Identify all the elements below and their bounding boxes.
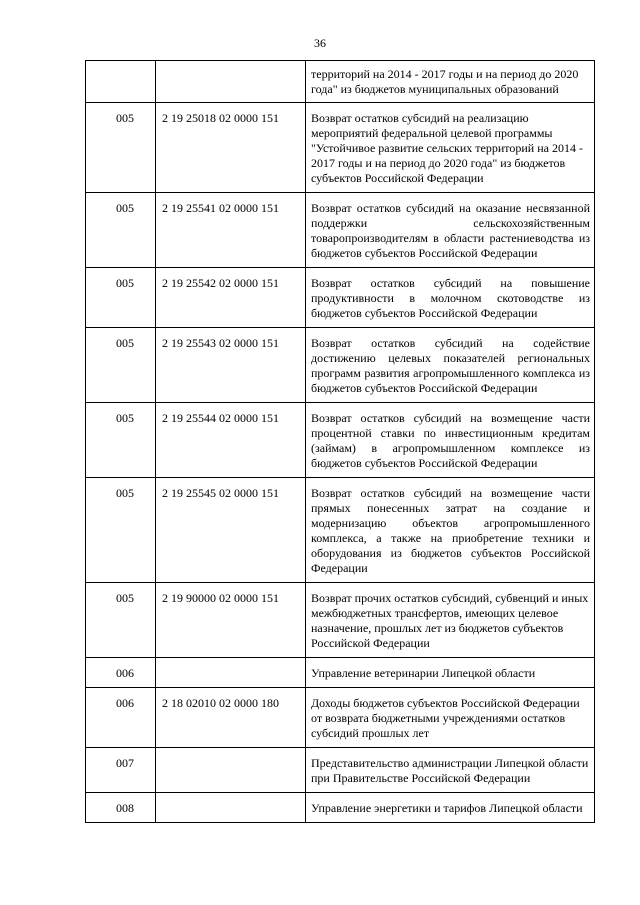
table-row xyxy=(86,268,595,328)
table-row xyxy=(86,61,595,103)
revenue-name-cell: Доходы бюджетов субъектов Российской Федерации от возврата бюджетными учреждениями остатков субсидий прошлых лет xyxy=(306,688,595,748)
kbk-code-cell xyxy=(156,658,306,688)
revenue-name-cell: Возврат остатков субсидий на возмещение части процентной ставки по инвестиционным кредитам (займам) в агропромышленном комплексе из бюджетов субъектов Российской Федерации xyxy=(306,403,595,478)
admin-code-cell: 005 xyxy=(86,328,156,403)
admin-code-cell: 005 xyxy=(86,403,156,478)
kbk-code-cell: 2 19 25542 02 0000 151 xyxy=(156,268,306,328)
kbk-code-cell: 2 19 90000 02 0000 151 xyxy=(156,583,306,658)
admin-code-cell: 005 xyxy=(86,478,156,583)
table-row xyxy=(86,748,595,793)
kbk-code-cell xyxy=(156,748,306,793)
table-row xyxy=(86,688,595,748)
revenue-name-cell: Управление энергетики и тарифов Липецкой области xyxy=(306,793,595,823)
admin-code-cell: 005 xyxy=(86,103,156,193)
revenue-name-cell: Возврат прочих остатков субсидий, субвенций и иных межбюджетных трансфертов, имеющих целевое назначение, прошлых лет из бюджетов субъектов Российской Федерации xyxy=(306,583,595,658)
revenue-name-cell: Возврат остатков субсидий на возмещение части прямых понесенных затрат на создание и модернизацию объектов агропромышленного комплекса, а также на приобретение техники и оборудования из бюджетов субъектов Российской Федерации xyxy=(306,478,595,583)
table-row xyxy=(86,328,595,403)
table-row xyxy=(86,658,595,688)
admin-code-cell: 005 xyxy=(86,268,156,328)
table-row xyxy=(86,193,595,268)
kbk-code-cell: 2 19 25541 02 0000 151 xyxy=(156,193,306,268)
admin-code-cell: 005 xyxy=(86,193,156,268)
table-row xyxy=(86,583,595,658)
page-number: 36 xyxy=(314,36,326,50)
admin-code-cell: 005 xyxy=(86,583,156,658)
revenue-name-cell: Возврат остатков субсидий на содействие достижению целевых показателей региональных программ развития агропромышленного комплекса из бюджетов субъектов Российской Федерации xyxy=(306,328,595,403)
table-row xyxy=(86,478,595,583)
admin-code-cell: 006 xyxy=(86,658,156,688)
kbk-code-cell: 2 19 25543 02 0000 151 xyxy=(156,328,306,403)
revenue-name-cell: Возврат остатков субсидий на повышение продуктивности в молочном скотоводстве из бюджетов субъектов Российской Федерации xyxy=(306,268,595,328)
revenue-name-cell: Возврат остатков субсидий на реализацию мероприятий федеральной целевой программы "Устойчивое развитие сельских территорий на 2014 - 2017 годы и на период до 2020 года" из бюджетов субъектов Российской Федерации xyxy=(306,103,595,193)
kbk-code-cell: 2 19 25544 02 0000 151 xyxy=(156,403,306,478)
kbk-code-cell xyxy=(156,61,306,103)
revenue-name-cell: Представительство администрации Липецкой области при Правительстве Российской Федерации xyxy=(306,748,595,793)
revenue-name-cell: Управление ветеринарии Липецкой области xyxy=(306,658,595,688)
admin-code-cell: 007 xyxy=(86,748,156,793)
revenue-name-cell: территорий на 2014 - 2017 годы и на период до 2020 года" из бюджетов муниципальных образований xyxy=(306,61,595,103)
revenue-codes-table xyxy=(85,60,595,823)
admin-code-cell: 008 xyxy=(86,793,156,823)
table-row xyxy=(86,403,595,478)
revenue-name-cell: Возврат остатков субсидий на оказание несвязанной поддержки сельскохозяйственным товаропроизводителям в области растениеводства из бюджетов субъектов Российской Федерации xyxy=(306,193,595,268)
kbk-code-cell xyxy=(156,793,306,823)
admin-code-cell xyxy=(86,61,156,103)
kbk-code-cell: 2 19 25018 02 0000 151 xyxy=(156,103,306,193)
table-row xyxy=(86,793,595,823)
table-body xyxy=(86,61,595,823)
table-row xyxy=(86,103,595,193)
admin-code-cell: 006 xyxy=(86,688,156,748)
kbk-code-cell: 2 19 25545 02 0000 151 xyxy=(156,478,306,583)
kbk-code-cell: 2 18 02010 02 0000 180 xyxy=(156,688,306,748)
